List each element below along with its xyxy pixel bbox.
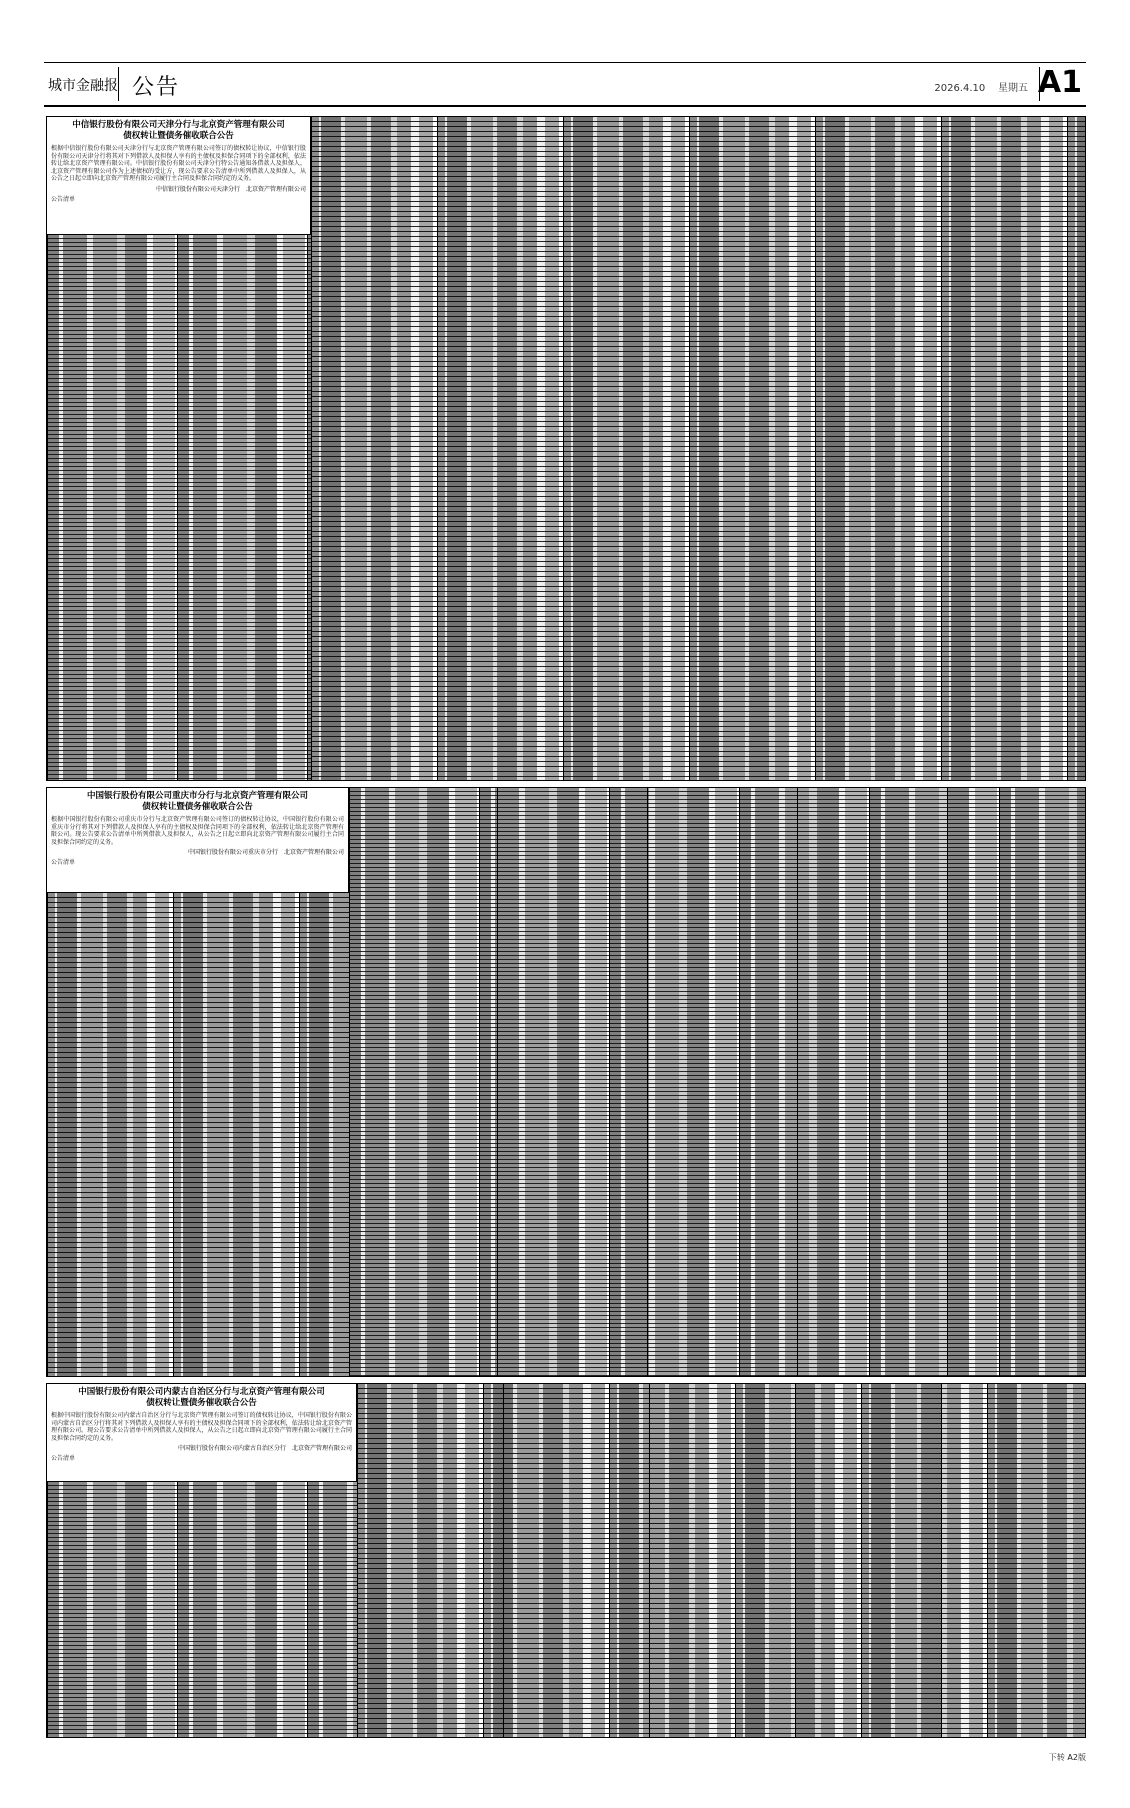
notice-body: 根据中信银行股份有限公司天津分行与北京资产管理有限公司签订的债权转让协议，中信银行股份有限公司天津分行将其对下列借款人及担保人享有的主债权及担保合同项下的全部权利，依法转让给北京资产管理有限公司。中信银行股份有限公司天津分行特公告通知各借款人及担保人，北京资产管理有限公司作为上述债权的受让方，现公告要求公告清单中所列借款人及担保人，从公告之日起立即向北京资产管理有限公司履行主合同及担保合同约定的义务。 [51,145,306,182]
notice-body: 根据中国银行股份有限公司重庆市分行与北京资产管理有限公司签订的债权转让协议，中国银行股份有限公司重庆市分行将其对下列借款人及担保人享有的主债权及担保合同项下的全部权利，依法转让给北京资产管理有限公司。现公告要求公告清单中所列借款人及担保人，从公告之日起立即向北京资产管理有限公司履行主合同及担保合同约定的义务。 [51,816,344,846]
section-title: 公告 [132,75,181,100]
notice-list-label: 公告清单 [51,195,76,203]
notice-intro [47,1384,357,1482]
masthead [44,62,1086,107]
notice-subtitle: 债权转让暨债务催收联合公告 [142,802,253,812]
debt-list-table [349,788,1085,1376]
debt-list-table [47,1482,357,1737]
notice-signature: 中信银行股份有限公司天津分行 北京资产管理有限公司 [155,185,306,193]
continued-note: 下转 A2版 [1048,1753,1086,1762]
debt-list-table [357,1384,1085,1737]
notice-signature: 中国银行股份有限公司重庆市分行 北京资产管理有限公司 [187,849,344,856]
notice-panel [46,1383,1086,1738]
notice-title: 中信银行股份有限公司天津分行与北京资产管理有限公司 [72,120,285,130]
notice-signature: 中国银行股份有限公司内蒙古自治区分行 北京资产管理有限公司 [177,1445,352,1452]
notice-intro [47,117,311,235]
notice-list-label: 公告清单 [51,1455,76,1462]
notice-subtitle: 债权转让暨债务催收联合公告 [123,131,234,141]
date-line [934,79,1028,94]
notice-body: 根据中国银行股份有限公司内蒙古自治区分行与北京资产管理有限公司签订的债权转让协议，中国银行股份有限公司内蒙古自治区分行将其对下列借款人及担保人享有的主债权及担保合同项下的全部权利，依法转让给北京资产管理有限公司。现公告要求公告清单中所列借款人及担保人，从公告之日起立即向北京资产管理有限公司履行主合同及担保合同约定的义务。 [51,1412,352,1442]
notice-title: 中国银行股份有限公司重庆市分行与北京资产管理有限公司 [86,791,308,801]
notice-title: 中国银行股份有限公司内蒙古自治区分行与北京资产管理有限公司 [78,1387,325,1397]
paper-name: 城市金融报 [48,78,118,94]
notice-intro [47,788,349,893]
notice-subtitle: 债权转让暨债务催收联合公告 [146,1398,257,1408]
debt-list-table [47,235,311,780]
debt-list-table [311,117,1085,780]
notice-list-label: 公告清单 [51,859,76,866]
issue-date: 2026.4.10 [934,83,986,94]
masthead-divider [118,67,119,101]
page-number: A1 [1037,65,1082,100]
debt-list-table [47,893,349,1376]
notice-panel [46,116,1086,781]
notice-panel [46,787,1086,1377]
issue-weekday: 星期五 [998,83,1028,94]
